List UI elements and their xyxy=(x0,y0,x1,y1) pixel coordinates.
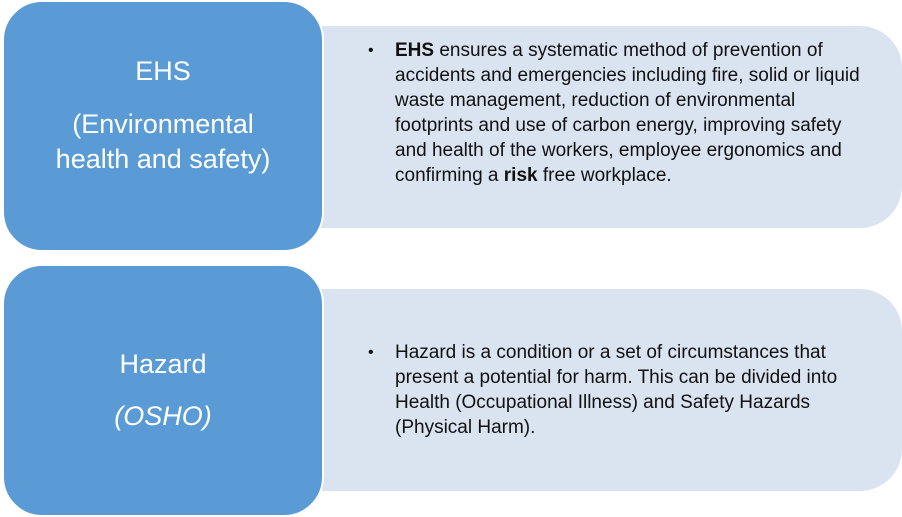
ehs-row xyxy=(0,0,902,252)
hazard-bullet-text: Hazard is a condition or a set of circumstances that present a potential for harm. This can be divided into Health (Occupational Illness) and Safety Hazards (Physical Harm). xyxy=(395,342,838,438)
ehs-label-title: EHS xyxy=(135,55,191,86)
bullet-icon: • xyxy=(368,42,374,59)
ehs-bullet-item xyxy=(368,38,868,188)
ehs-bullet-bold-term: EHS xyxy=(395,40,435,61)
ehs-label-subtitle-line1: (Environmental xyxy=(72,108,254,139)
ehs-label-box xyxy=(2,0,324,252)
ehs-bullet-text: ensures a systematic method of prevention of accidents and emergencies including fire, solid or liquid waste management, reduction of environmental footprints and use of carbon energy, improving safety and health of the workers, employee ergonomics and confirming a xyxy=(395,40,860,186)
ehs-bullet-list xyxy=(368,38,868,188)
ehs-bullet-text-end: free workplace. xyxy=(537,165,672,186)
hazard-bullet-item xyxy=(368,340,848,440)
hazard-label-subtitle: (OSHO) xyxy=(114,401,212,431)
hazard-label-box xyxy=(2,264,324,517)
hazard-label-title: Hazard xyxy=(119,349,207,379)
hazard-bullet-list xyxy=(368,340,848,440)
ehs-label-subtitle-line2: health and safety) xyxy=(55,143,271,174)
hazard-row xyxy=(0,264,902,517)
bullet-icon: • xyxy=(368,344,374,361)
ehs-bullet-bold-risk: risk xyxy=(503,165,538,186)
